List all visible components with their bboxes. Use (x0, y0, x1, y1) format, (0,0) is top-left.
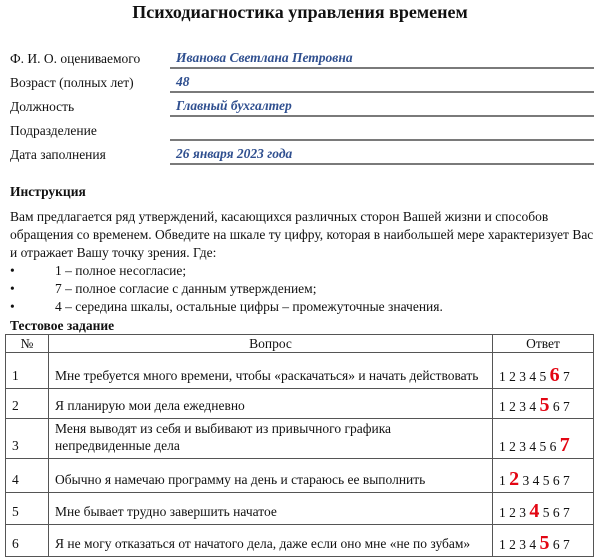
bullet-icon: • (10, 299, 15, 314)
scale-option-selected[interactable]: 7 (559, 434, 570, 456)
question-number: 1 (6, 353, 49, 389)
question-number: 3 (6, 419, 49, 459)
answer-scale (493, 525, 594, 557)
table-row (6, 493, 594, 525)
table-row (6, 525, 594, 557)
scale-option[interactable]: 3 (519, 537, 526, 552)
bullet-text: 1 – полное несогласие; (55, 263, 187, 278)
scale-option[interactable]: 1 (499, 505, 506, 520)
scale-option[interactable]: 1 (499, 369, 506, 384)
answer-scale (493, 419, 594, 459)
scale-option[interactable]: 1 (499, 473, 506, 488)
scale-option[interactable]: 1 (499, 439, 506, 454)
scale-option[interactable]: 3 (519, 399, 526, 414)
form-label: Дата заполнения (10, 147, 106, 162)
scale-option[interactable]: 1 (499, 399, 506, 414)
document-title: Психодиагностика управления временем (132, 2, 468, 22)
fio-field[interactable] (170, 47, 594, 69)
form-row-fio (10, 47, 594, 69)
form-row-position (10, 95, 594, 117)
question-number: 2 (6, 389, 49, 419)
question-text: Обычно я намечаю программу на день и стараюсь ее выполнить (49, 459, 493, 493)
question-number: 5 (6, 493, 49, 525)
question-text: Я планирую мои дела ежедневно (49, 389, 493, 419)
bullet-icon: • (10, 263, 15, 278)
scale-option[interactable]: 3 (519, 505, 526, 520)
question-number: 4 (6, 459, 49, 493)
scale-option[interactable]: 3 (522, 473, 530, 488)
scale-option[interactable]: 4 (529, 439, 537, 454)
form-label: Подразделение (10, 123, 97, 138)
question-number: 6 (6, 525, 49, 557)
form-label: Ф. И. О. оцениваемого (10, 51, 141, 66)
scale-option[interactable]: 2 (509, 505, 516, 520)
position-field[interactable] (170, 95, 594, 117)
bullet-text: 4 – середина шкалы, остальные цифры – промежуточные значения. (55, 299, 443, 314)
scale-option[interactable]: 3 (519, 439, 526, 454)
question-text: Я не могу отказаться от начатого дела, даже если оно мне «не по зубам» (49, 525, 493, 557)
bullet-text: 7 – полное согласие с данным утверждением; (55, 281, 317, 296)
instruction-heading: Инструкция (10, 184, 86, 199)
question-text: Мне требуется много времени, чтобы «раскачаться» и начать действовать (49, 353, 493, 389)
question-text: Мне бывает трудно завершить начатое (49, 493, 493, 525)
scale-option[interactable]: 4 (532, 473, 540, 488)
answer-scale (493, 353, 594, 389)
instruction-text: Вам предлагается ряд утверждений, касающихся различных сторон Вашей жизни и способов обращения со временем. Обведите на шкале ту цифру, которая в наибольшей мере характеризует Вас и отражает Вашу точку зрения. Где: (10, 209, 594, 260)
column-header-question: Вопрос (49, 335, 493, 353)
scale-option[interactable]: 7 (563, 369, 570, 384)
scale-option-selected[interactable]: 4 (529, 500, 540, 522)
scale-option[interactable]: 6 (549, 439, 557, 454)
scale-option[interactable]: 2 (509, 399, 516, 414)
scale-option[interactable]: 4 (529, 399, 537, 414)
department-field[interactable] (170, 119, 594, 141)
scale-option[interactable]: 4 (529, 537, 537, 552)
answer-scale (493, 459, 594, 493)
form-value: Иванова Светлана Петровна (176, 50, 353, 65)
date-field[interactable] (170, 143, 594, 165)
test-heading: Тестовое задание (10, 318, 115, 333)
answer-scale (493, 389, 594, 419)
column-header-num: № (6, 335, 49, 353)
form-row-department (10, 119, 594, 141)
scale-option[interactable]: 1 (499, 537, 506, 552)
form-label: Должность (10, 99, 75, 114)
bullet-icon: • (10, 281, 15, 296)
form-value: 48 (176, 74, 190, 89)
form-value: Главный бухгалтер (176, 98, 292, 113)
scale-option[interactable]: 6 (552, 473, 560, 488)
form-value: 26 января 2023 года (176, 146, 293, 161)
answer-scale (493, 493, 594, 525)
scale-option-selected[interactable]: 5 (539, 394, 550, 416)
scale-option[interactable]: 5 (539, 369, 547, 384)
table-header-row (6, 335, 594, 353)
table-row (6, 353, 594, 389)
scale-option[interactable]: 2 (509, 369, 516, 384)
age-field[interactable] (170, 71, 594, 93)
scale-option[interactable]: 2 (509, 537, 516, 552)
scale-option[interactable]: 6 (552, 537, 560, 552)
scale-option[interactable]: 2 (509, 439, 516, 454)
form-row-age (10, 71, 594, 93)
form-row-date (10, 143, 594, 165)
column-header-answer: Ответ (493, 335, 594, 353)
table-row (6, 419, 594, 459)
scale-option[interactable]: 5 (542, 505, 550, 520)
scale-option-selected[interactable]: 6 (549, 364, 560, 386)
scale-option[interactable]: 7 (563, 399, 570, 414)
scale-option[interactable]: 5 (539, 439, 547, 454)
question-text: Меня выводят из себя и выбивают из привычного графика непредвиденные дела (49, 419, 493, 459)
scale-option[interactable]: 3 (519, 369, 526, 384)
form-label: Возраст (полных лет) (10, 75, 134, 90)
scale-option-selected[interactable]: 5 (539, 532, 550, 554)
scale-option[interactable]: 5 (542, 473, 550, 488)
scale-option[interactable]: 4 (529, 369, 537, 384)
test-table (5, 334, 594, 557)
scale-option[interactable]: 6 (552, 505, 560, 520)
scale-option[interactable]: 7 (563, 473, 570, 488)
table-row (6, 389, 594, 419)
scale-option[interactable]: 6 (552, 399, 560, 414)
scale-option[interactable]: 7 (563, 537, 570, 552)
scale-option-selected[interactable]: 2 (509, 468, 520, 490)
scale-option[interactable]: 7 (563, 505, 570, 520)
table-row (6, 459, 594, 493)
